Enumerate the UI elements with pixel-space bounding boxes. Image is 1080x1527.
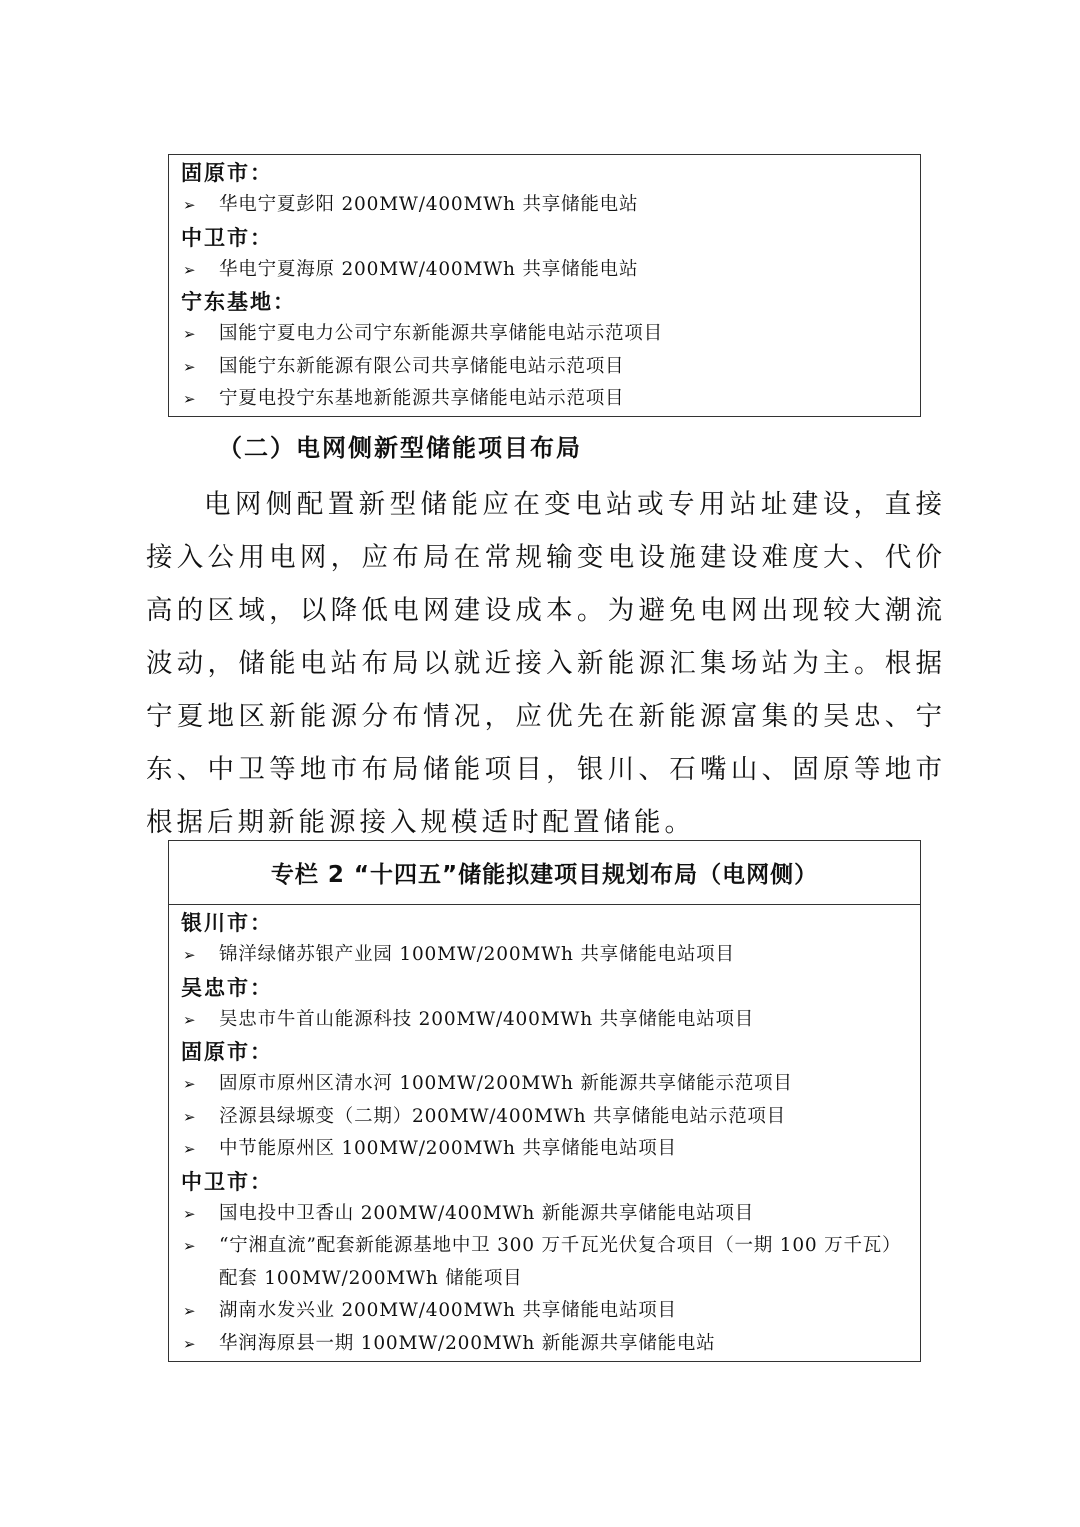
list-item xyxy=(181,1230,909,1295)
arrow-bullet-icon: ➢ xyxy=(183,260,197,279)
list-item xyxy=(181,1295,920,1328)
arrow-bullet-icon: ➢ xyxy=(183,1107,197,1126)
arrow-bullet-icon: ➢ xyxy=(183,325,197,343)
list-item xyxy=(181,351,920,384)
list-item-text: 宁夏电投宁东基地新能源共享储能电站示范项目 xyxy=(219,388,625,409)
project-box-grid-side xyxy=(168,840,921,1362)
arrow-bullet-icon: ➢ xyxy=(183,1302,197,1320)
project-box-continued xyxy=(168,154,921,417)
list-item-text: 锦洋绿储苏银产业园 100MW/200MWh 共享储能电站项目 xyxy=(219,944,735,965)
list-item-text: 国能宁东新能源有限公司共享储能电站示范项目 xyxy=(219,355,625,377)
list-item xyxy=(181,1133,920,1166)
list-item-text: 国电投中卫香山 200MW/400MWh 新能源共享储能电站项目 xyxy=(219,1202,755,1224)
arrow-bullet-icon: ➢ xyxy=(183,357,197,376)
list-item xyxy=(181,1004,920,1037)
body-paragraph: 电网侧配置新型储能应在变电站或专用站址建设，直接接入公用电网，应布局在常规输变电设施建设难度大、代价高的区域，以降低电网建设成本。为避免电网出现较大潮流波动，储能电站布局以就近接入新能源汇集场站为主。根据宁夏地区新能源分布情况，应优先在新能源富集的吴忠、宁东、中卫等地市布局储能项目，银川、石嘴山、固原等地市根据后期新能源接入规模适时配置储能。 xyxy=(146,489,946,838)
arrow-bullet-icon: ➢ xyxy=(183,1237,197,1255)
city-heading: 吴忠市： xyxy=(181,974,273,1000)
list-item-text: 华电宁夏彭阳 200MW/400MWh 共享储能电站 xyxy=(219,194,639,215)
list-item xyxy=(181,383,920,416)
list-item xyxy=(181,1198,920,1231)
list-item xyxy=(181,254,920,287)
list-item-text: 华润海原县一期 100MW/200MWh 新能源共享储能电站 xyxy=(219,1332,716,1354)
list-item-text: 中节能原州区 100MW/200MWh 共享储能电站项目 xyxy=(219,1138,677,1159)
arrow-bullet-icon: ➢ xyxy=(183,196,197,214)
list-item xyxy=(181,1328,920,1361)
list-item-text: “宁湘直流”配套新能源基地中卫 300 万千瓦光伏复合项目（一期 100 万千瓦）配套 100MW/200MWh 储能项目 xyxy=(219,1235,902,1289)
arrow-bullet-icon: ➢ xyxy=(183,390,197,408)
arrow-bullet-icon: ➢ xyxy=(183,1204,197,1223)
list-item-text: 固原市原州区清水河 100MW/200MWh 新能源共享储能示范项目 xyxy=(219,1073,793,1094)
box-title: 专栏 2 “十四五”储能拟建项目规划布局（电网侧） xyxy=(169,841,920,905)
list-item-text: 泾源县绿塬变（二期）200MW/400MWh 共享储能电站示范项目 xyxy=(219,1105,786,1127)
list-item xyxy=(181,189,920,222)
city-heading: 中卫市： xyxy=(181,224,273,250)
city-heading: 固原市： xyxy=(181,1039,273,1064)
list-item-text: 华电宁夏海原 200MW/400MWh 共享储能电站 xyxy=(219,258,639,280)
city-heading: 固原市： xyxy=(181,160,273,185)
city-heading: 宁东基地： xyxy=(181,289,296,314)
arrow-bullet-icon: ➢ xyxy=(183,946,197,964)
arrow-bullet-icon: ➢ xyxy=(183,1140,197,1158)
list-item-text: 湖南水发兴业 200MW/400MWh 共享储能电站项目 xyxy=(219,1300,677,1321)
list-item-text: 吴忠市牛首山能源科技 200MW/400MWh 共享储能电站项目 xyxy=(219,1008,755,1030)
list-item xyxy=(181,318,920,351)
city-heading: 银川市： xyxy=(181,910,273,935)
arrow-bullet-icon: ➢ xyxy=(183,1010,197,1029)
arrow-bullet-icon: ➢ xyxy=(183,1075,197,1093)
section-heading: （二）电网侧新型储能项目布局 xyxy=(218,434,582,462)
list-item xyxy=(181,1101,920,1134)
list-item xyxy=(181,1068,920,1101)
city-heading: 中卫市： xyxy=(181,1168,273,1194)
arrow-bullet-icon: ➢ xyxy=(183,1334,197,1353)
list-item-text: 国能宁夏电力公司宁东新能源共享储能电站示范项目 xyxy=(219,323,663,344)
list-item xyxy=(181,939,920,972)
box-body xyxy=(169,905,920,1360)
